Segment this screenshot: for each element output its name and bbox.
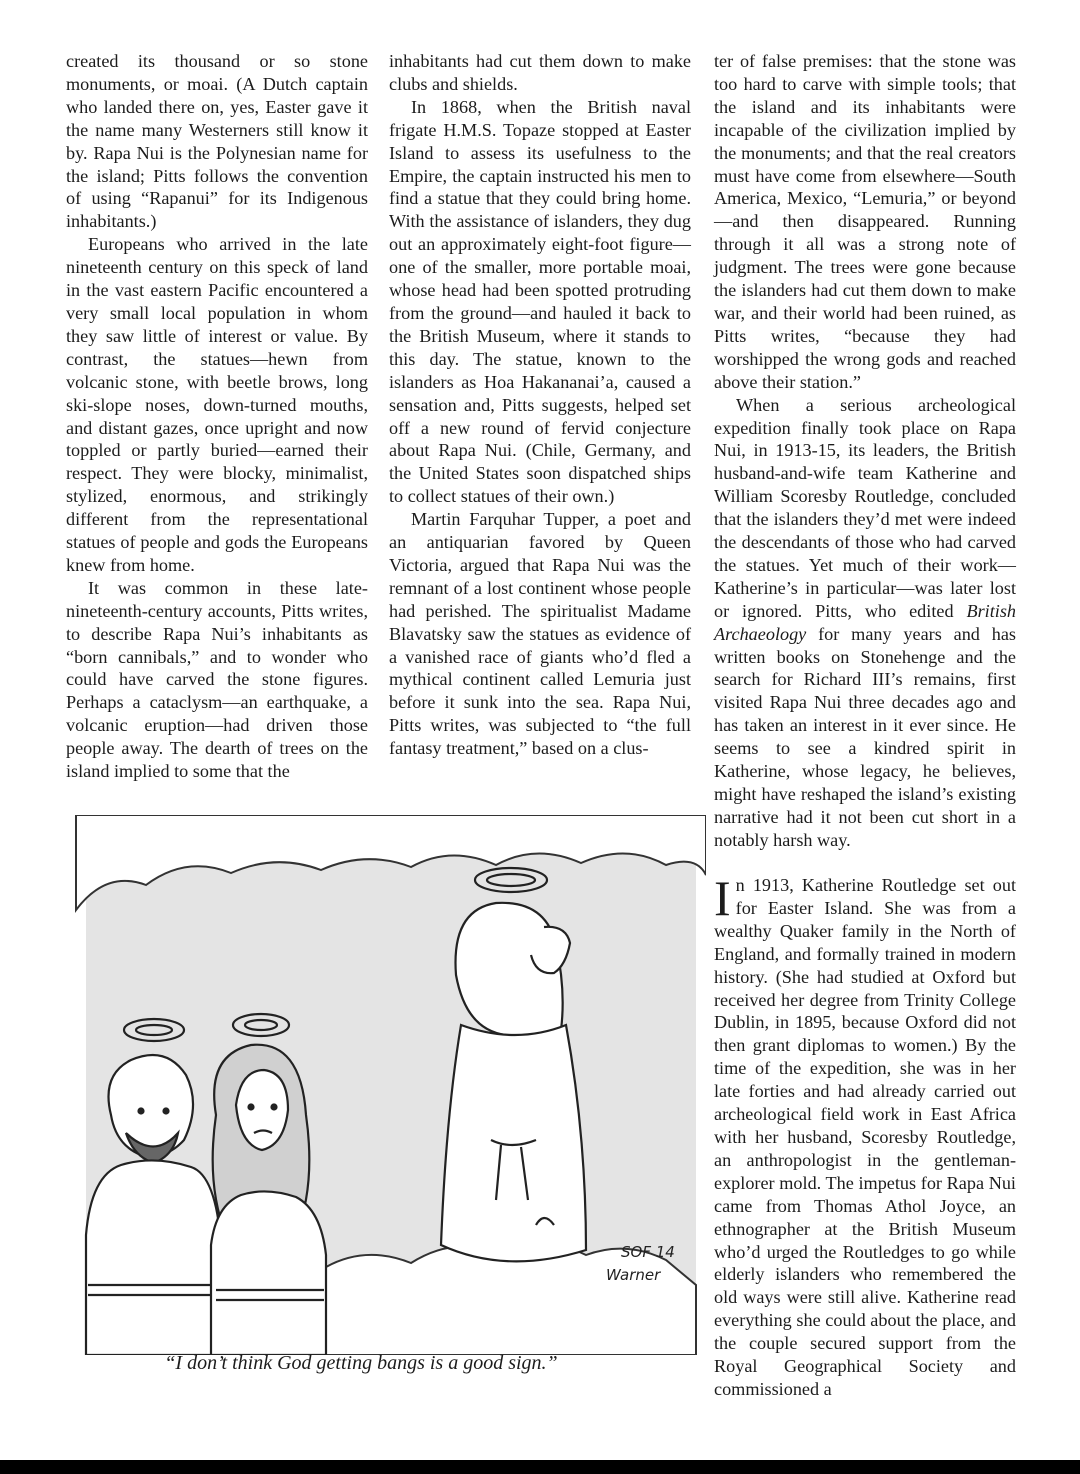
col3-paragraph-2-end: for many years and has written books on Stonehenge and the search for Richard III’s remains, first visited Rapa Nui three decades ago and has taken an interest in it ever since. He seems to see a kindred spirit in Katherine, whose legacy, he believes, might have reshaped the island’s existing narrative had it not been cut short in a notably harsh way. [714,623,1016,850]
col2-paragraph-1: inhabitants had cut them down to make clubs and shields. [389,51,691,94]
col2-paragraph-2: In 1868, when the British naval frigate H.M.S. Topaze stopped at Easter Island to assess its usefulness to the Empire, the captain instructed his men to find a statue that they could bring home. With the assistance of islanders, they dug out an approximately eight-foot figure—one of the smaller, more portable moai, whose head had been spotted protruding from the ground—and hauled it back to the British Museum, where it stands to this day. The statue, known to the islanders as Hoa Hakananai’a, caused a sensation and, Pitts suggests, helped set off a new round of fervid conjecture about Rapa Nui. (Chile, Germany, and the United States soon dispatched ships to collect statues of their own.) [389,96,691,507]
col3-paragraph-2-start: When a serious archeological expedition finally took place on Rapa Nui, in 1913-15, its leaders, the British husband-and-wife team Katherine and William Scoresby Routledge, concluded that the islanders they’d met were indeed the descendants of those who had carved the statues. Yet much of their work—Katherine’s in particular—was later lost or ignored. Pitts, who edited [714,394,1016,621]
col3-paragraph-3 [714,870,1016,1401]
col3-paragraph-2 [714,394,1016,852]
cartoonist-signature-line1: SOF 14 [621,1243,675,1261]
column-1 [66,50,368,783]
cartoon-caption: “I don’t think God getting bangs is a good sign.” [164,1352,558,1374]
publication-title: British Archaeology [714,600,1016,644]
drop-cap: I [714,870,731,926]
column-3-section-start [714,870,1016,1401]
col1-paragraph-2: Europeans who arrived in the late nineteenth century on this speck of land in the vast eastern Pacific encountered a very small local population in whom they saw little of interest or value. By contrast, the statues—hewn from volcanic stone, with beetle brows, long ski-slope noses, down-turned mouths, and distant gazes, once upright and now toppled or partly buried—earned their respect. They were blocky, minimalist, stylized, enormous, and strikingly different from the representational statues of people and gods the Europeans knew from home. [66,234,368,575]
col3-paragraph-3-text: n 1913, Katherine Routledge set out for Easter Island. She was from a wealthy Quaker family in the North of England, and formally trained in modern history. (She had studied at Oxford but received her degree from Trinity College Dublin, in 1895, because Oxford did not then grant diplomas to women.) By the time of the expedition, she was in her late forties and had already carried out archeological field work in East Africa with her husband, Scoresby Routledge, an anthropologist in the gentleman-explorer mold. The impetus for Rapa Nui came from Thomas Athol Joyce, an ethnographer at the British Museum who’d urged the Routledges to go while elderly islanders who remembered the old ways were still alive. Katherine read everything she could about the place, and the couple secured support from the Royal Geographical Society and commissioned a [714,875,1016,1399]
col1-paragraph-1: created its thousand or so stone monuments, or moai. (A Dutch captain who landed there on, yes, Easter gave it the name many Westerners still know it by. Rapa Nui is the Polynesian name for the island; Pitts follows the convention of using “Rapanui” for its Indigenous inhabitants.) [66,51,368,232]
column-2 [389,50,691,760]
col2-paragraph-3: Martin Farquhar Tupper, a poet and an antiquarian favored by Queen Victoria, argued that Rapa Nui was the remnant of a lost continent whose people had perished. The spiritualist Madame Blavatsky saw the statues as evidence of a vanished race of giants who’d fled a mythical continent called Lemuria just before it sunk into the sea. Rapa Nui, Pitts writes, was subjected to “the full fantasy treatment,” based on a clus- [389,509,691,759]
bottom-edge-bar [0,1460,1080,1474]
man-head [109,1055,194,1156]
cartoonist-signature-line2: Warner [606,1266,661,1284]
woman-body [211,1191,326,1355]
man-body [86,1160,221,1355]
cartoon-illustration [66,815,706,1355]
column-3 [714,50,1016,852]
col3-paragraph-1: ter of false premises: that the stone was too hard to carve with simple tools; that the island and its inhabitants were incapable of the civilization implied by the monuments; and that the real creators must have come from elsewhere—South America, Mexico, “Lemuria,” or beyond—and then disappeared. Running through it all was a strong note of judgment. The trees were gone because the islanders had cut them down to make war, and their world had been ruined, as Pitts writes, “because they had worshipped the wrong gods and reached above their station.” [714,51,1016,392]
col1-paragraph-3: It was common in these late-nineteenth-century accounts, Pitts writes, to describe Rapa Nui’s inhabitants as “born cannibals,” and to wonder who could have carved the stone figures. Perhaps a cataclysm—an earthquake, a volcanic eruption—had driven those people away. The dearth of trees on the island implied to some that the [66,577,368,782]
